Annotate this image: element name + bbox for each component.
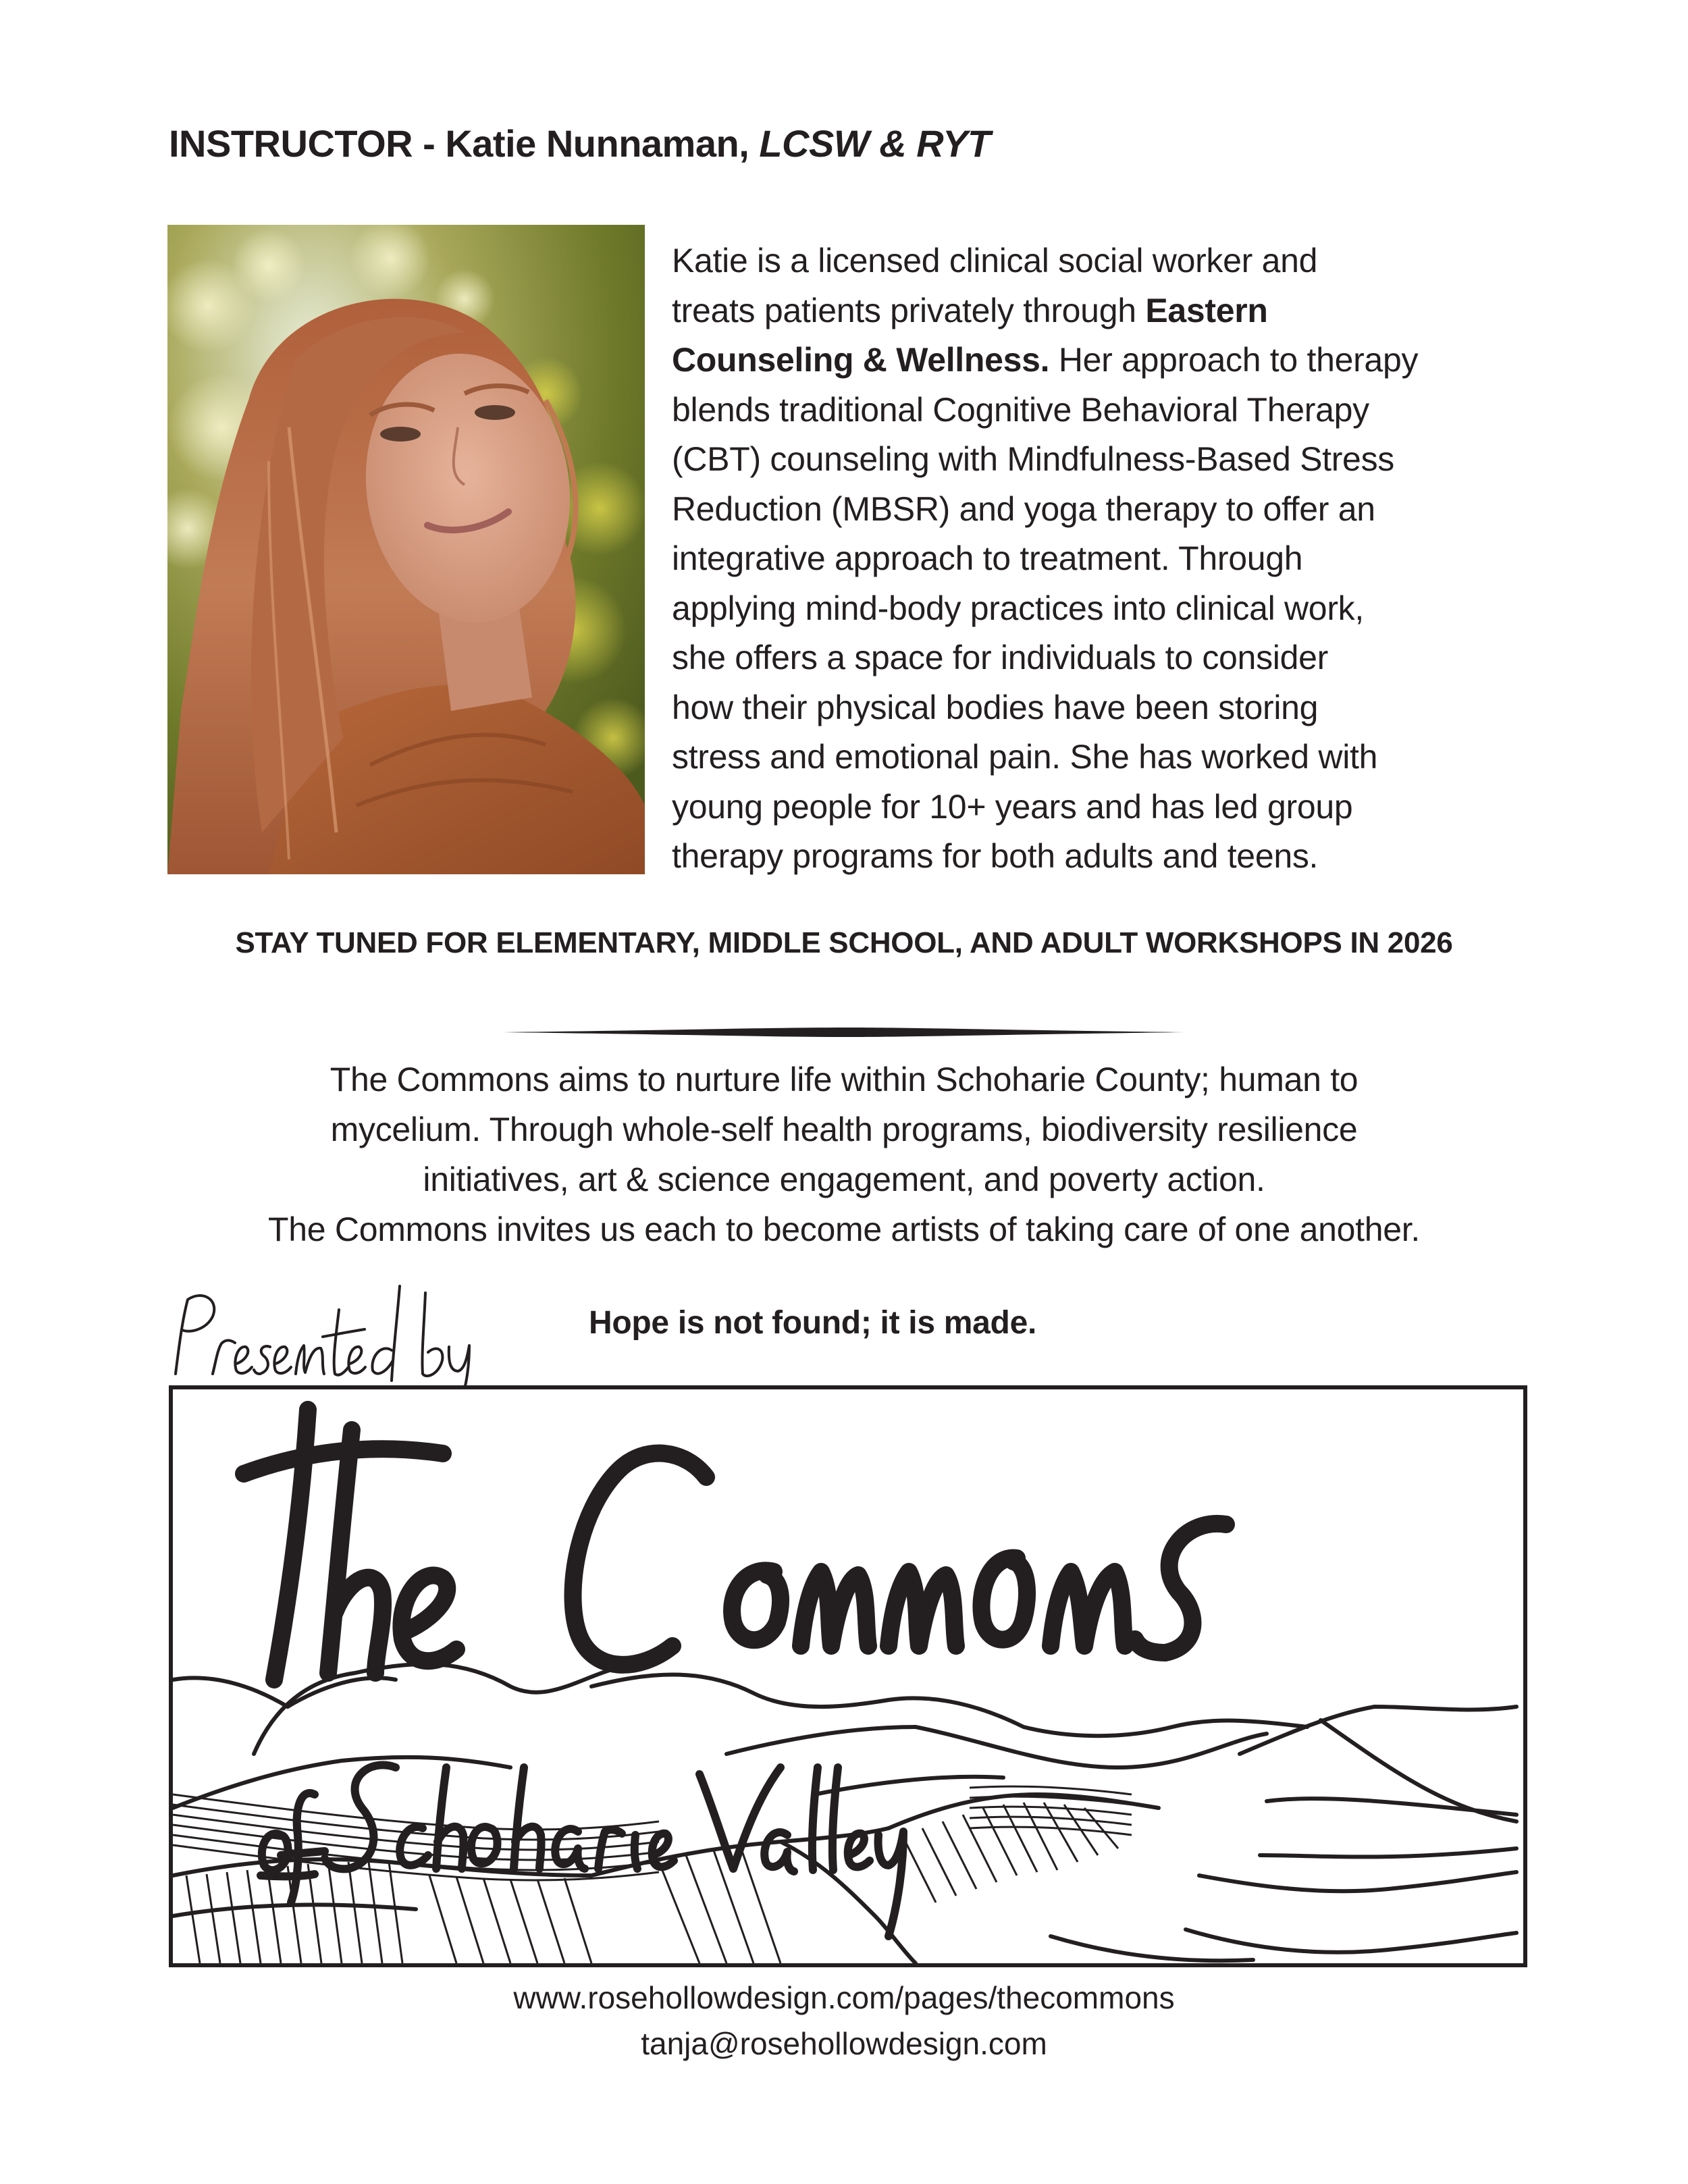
tagline: Hope is not found; it is made. <box>589 1305 1037 1341</box>
bio-line: therapy programs for both adults and teens. <box>672 837 1319 875</box>
mission-line: initiatives, art & science engagement, and poverty action. <box>423 1161 1265 1198</box>
instructor-photo <box>167 225 645 874</box>
practice-name: Eastern <box>1145 291 1268 329</box>
bio-line: integrative approach to treatment. Through <box>672 539 1303 577</box>
mission-line: The Commons invites us each to become artists of taking care of one another. <box>268 1210 1420 1248</box>
mission-line: The Commons aims to nurture life within Schoharie County; human to <box>329 1061 1359 1098</box>
the-commons-logo <box>169 1385 1527 1967</box>
workshops-announcement: STAY TUNED FOR ELEMENTARY, MIDDLE SCHOOL, AND ADULT WORKSHOPS IN 2026 <box>235 926 1453 959</box>
bio-line: young people for 10+ years and has led group <box>672 787 1353 826</box>
bio-line: (CBT) counseling with Mindfulness-Based Stress <box>672 440 1394 478</box>
valley-landscape-illustration <box>173 1389 1523 1963</box>
bio-line: blends traditional Cognitive Behavioral Therapy <box>672 390 1369 429</box>
contact-footer <box>0 1975 1688 2067</box>
instructor-heading-name: INSTRUCTOR - Katie Nunnaman, <box>169 122 749 165</box>
mission-statement <box>0 1055 1688 1254</box>
section-divider <box>503 1028 1185 1037</box>
bio-line: applying mind-body practices into clinical work, <box>672 589 1364 627</box>
presented-by-script <box>162 1273 513 1394</box>
bio-line: treats patients privately through Eastern <box>672 291 1268 329</box>
bio-line: Katie is a licensed clinical social worker and <box>672 242 1318 279</box>
bio-line: she offers a space for individuals to consider <box>672 639 1328 676</box>
practice-name: Counseling & Wellness. <box>672 341 1050 379</box>
mission-line: mycelium. Through whole-self health programs, biodiversity resilience <box>330 1111 1358 1148</box>
bio-line: Counseling & Wellness. Her approach to therapy <box>672 341 1419 379</box>
instructor-bio <box>672 236 1523 882</box>
website-link[interactable]: www.rosehollowdesign.com/pages/thecommons <box>513 1980 1175 2015</box>
instructor-heading <box>169 122 991 165</box>
email-link[interactable]: tanja@rosehollowdesign.com <box>641 2026 1047 2061</box>
bio-line: stress and emotional pain. She has worked with <box>672 738 1378 776</box>
instructor-credentials: LCSW & RYT <box>759 122 991 165</box>
portrait-image <box>167 225 645 874</box>
bio-line: Reduction (MBSR) and yoga therapy to offer an <box>672 489 1375 528</box>
bio-line: how their physical bodies have been storing <box>672 688 1319 726</box>
